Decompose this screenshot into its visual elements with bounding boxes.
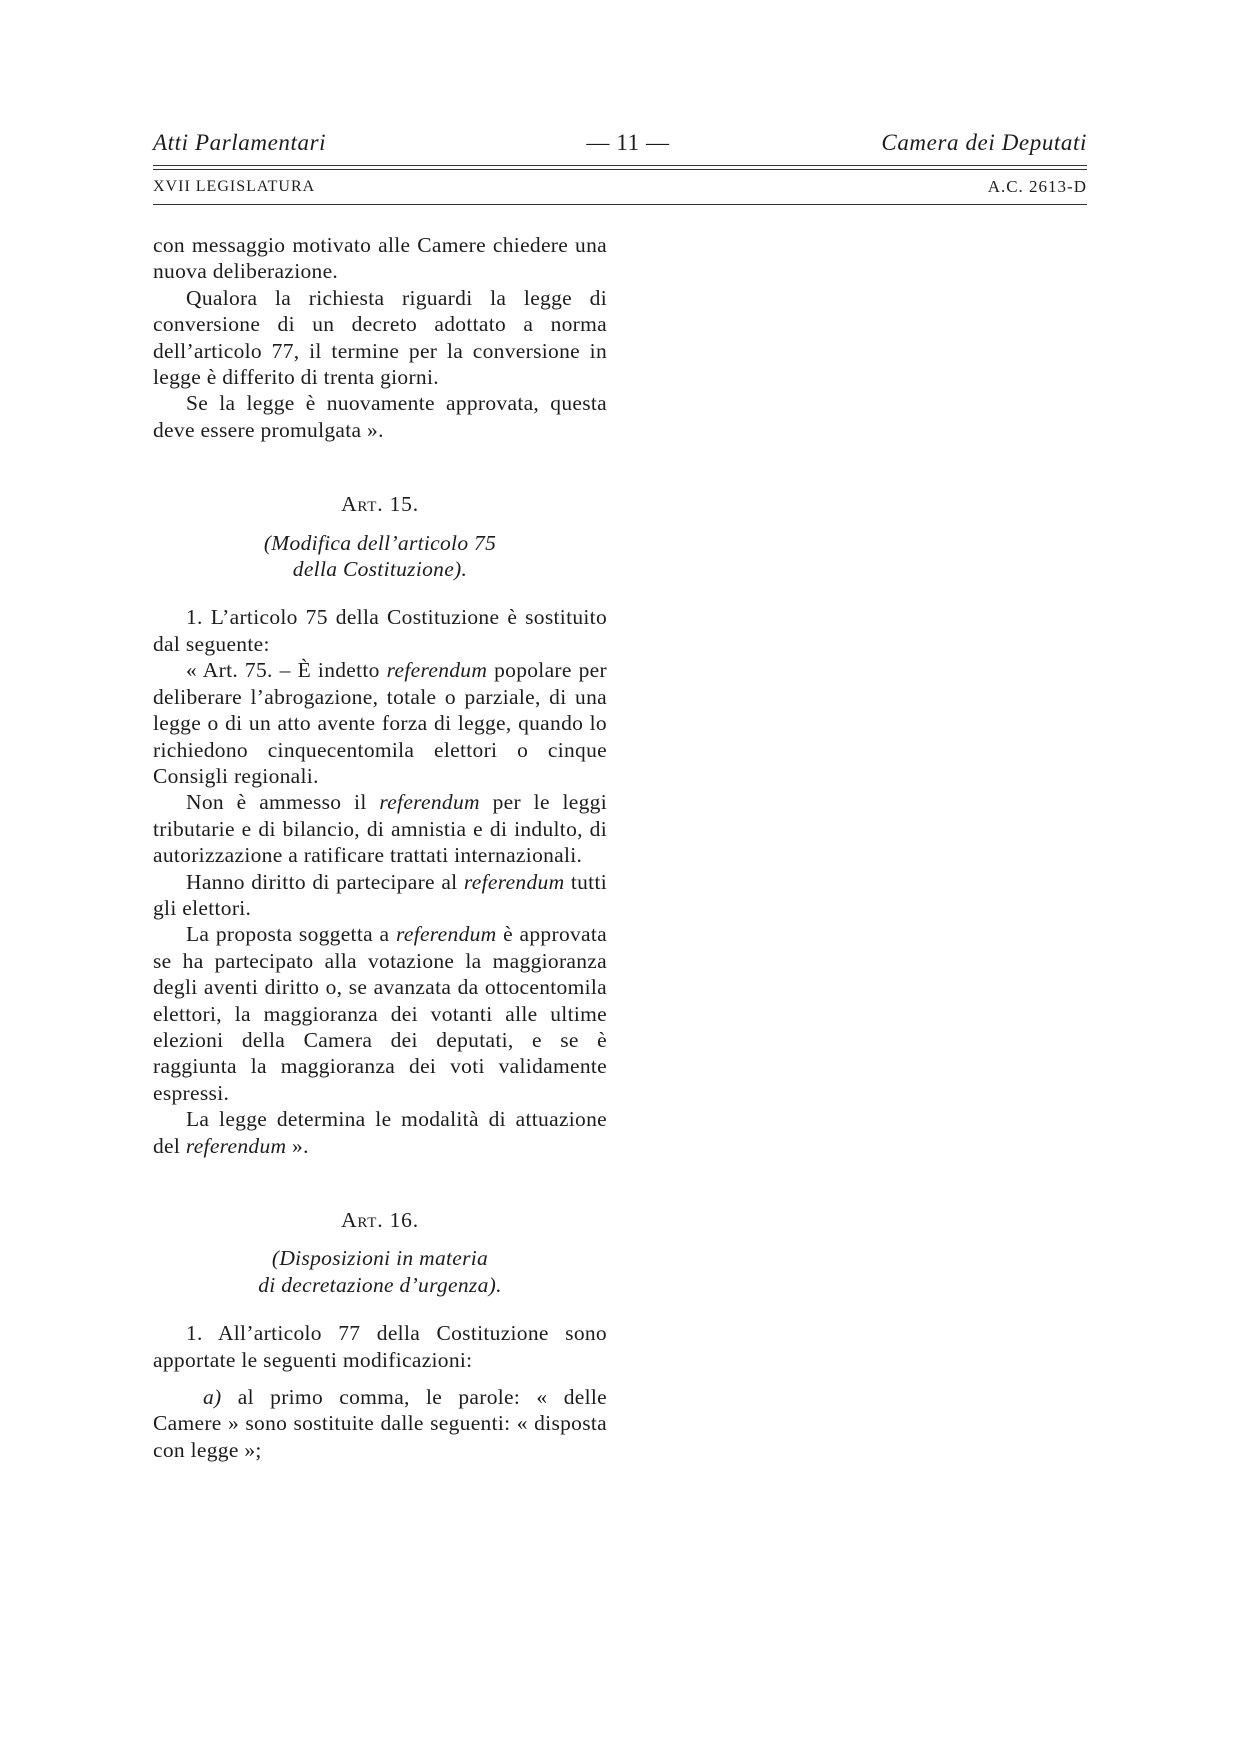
intro-paragraph-2: Qualora la richiesta riguardi la legge di conversione di un decreto adottato a norma dell’articolo 77, il termine per la conversione in legge è differito di trenta giorni. <box>153 285 607 390</box>
article-75-paragraph-4: La proposta soggetta a referendum è approvata se ha partecipato alla votazione la maggioranza degli aventi diritto o, se avanzata da ottocentomila elettori, la maggioranza dei votanti alle ultime elezioni della Camera dei deputati, e se è raggiunta la maggioranza dei voti validamente espressi. <box>153 922 608 1105</box>
page-number: — 11 — <box>586 130 670 155</box>
article-15-subtitle-line2: della Costituzione). <box>292 557 468 582</box>
article-75-paragraph-3: Hanno diritto di partecipare al referendum tutti gli elettori. <box>153 869 607 920</box>
article-15-subtitle-line1: (Modifica dell’articolo 75 <box>263 530 497 555</box>
header-right-title: Camera dei Deputati <box>881 130 1087 155</box>
article-75-paragraph-2: Non è ammesso il referendum per le leggi tributarie e di bilancio, di amnistia e di indulto, di autorizzazione a ratificare trattati internazionali. <box>153 790 608 868</box>
article-15-title: Art. 15. <box>341 492 419 517</box>
header-left-title: Atti Parlamentari <box>153 130 327 155</box>
article-15-paragraph-1: 1. L’articolo 75 della Costituzione è sostituito dal seguente: <box>153 605 607 656</box>
header-double-rule <box>153 165 1087 170</box>
article-75-paragraph-5: La legge determina le modalità di attuazione del referendum ». <box>153 1107 607 1158</box>
document-id: A.C. 2613-D <box>987 177 1087 196</box>
article-16-subtitle-line1: (Disposizioni in materia <box>271 1246 489 1271</box>
article-75-paragraph-1: « Art. 75. – È indetto referendum popolare per deliberare l’abrogazione, totale o parziale, di una legge o di un atto avente forza di legge, quando lo richiedono cinquecentomila elettori o cinque Consigli regionali. <box>153 658 607 788</box>
header-rule <box>153 204 1087 205</box>
header-top-row <box>153 130 1087 164</box>
article-16-title: Art. 16. <box>341 1208 419 1232</box>
intro-paragraph-1: con messaggio motivato alle Camere chiedere una nuova deliberazione. <box>153 233 607 284</box>
page-header <box>153 130 1087 205</box>
article-16-subtitle-line2: di decretazione d’urgenza). <box>258 1272 502 1297</box>
text-column <box>153 232 607 1463</box>
intro-paragraph-3: Se la legge è nuovamente approvata, questa deve essere promulgata ». <box>153 391 607 442</box>
article-16-paragraph-1: 1. All’articolo 77 della Costituzione sono apportate le seguenti modificazioni: <box>153 1321 607 1372</box>
article-16-item-a: a) al primo comma, le parole: « delle Camere » sono sostituite dalle seguenti: « disposta con legge »; <box>153 1385 607 1462</box>
header-bottom-row <box>153 176 1087 204</box>
legislature-label: XVII LEGISLATURA <box>153 178 316 195</box>
